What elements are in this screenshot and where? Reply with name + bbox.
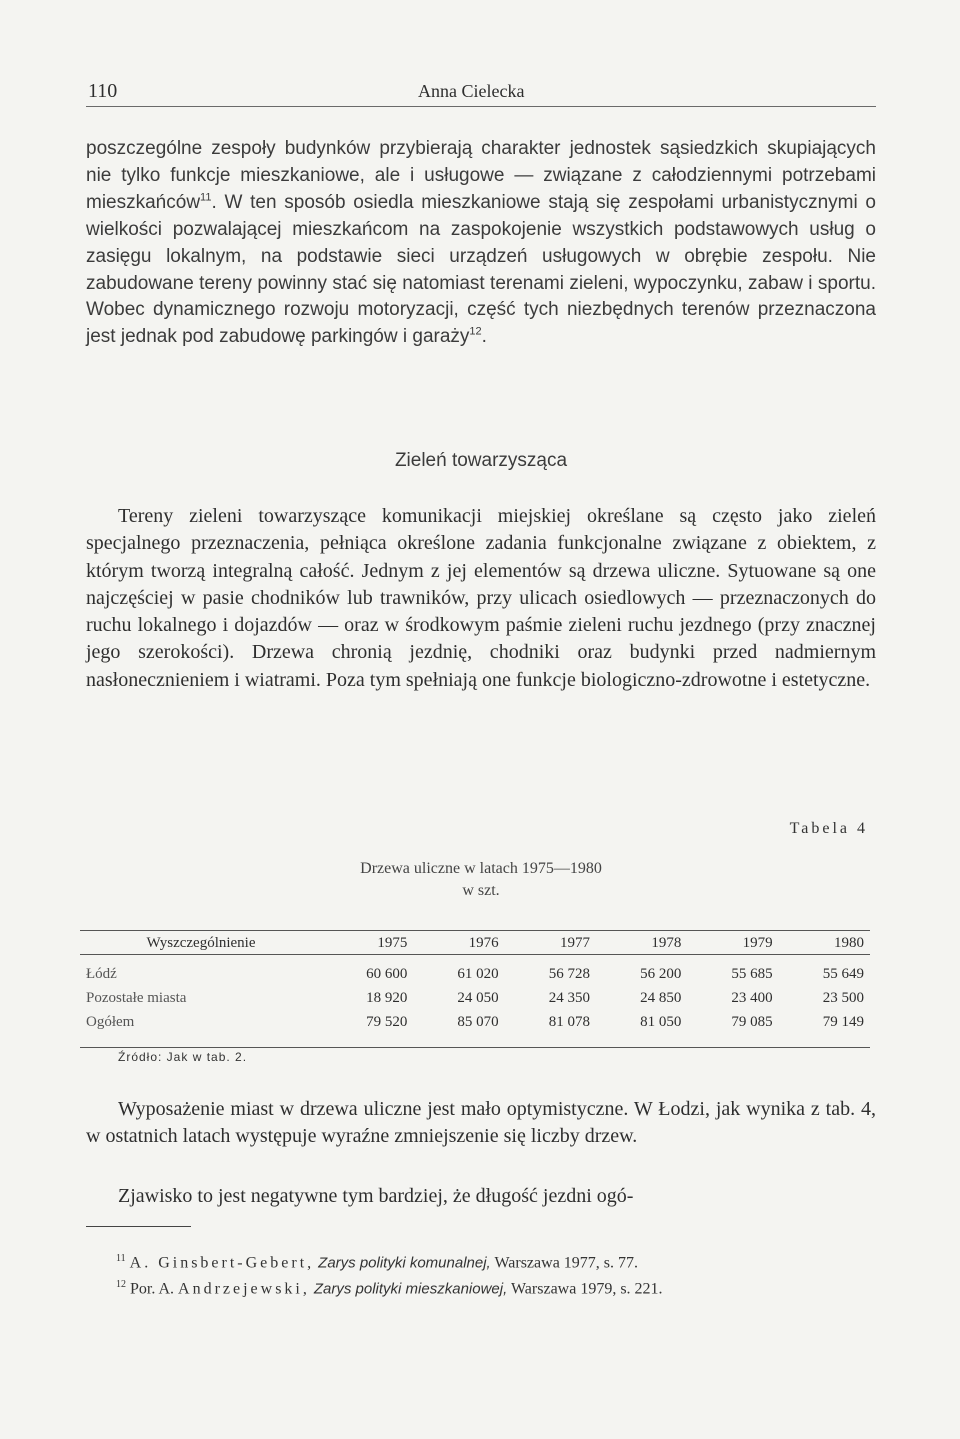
- table-cell: 85 070: [413, 1010, 504, 1048]
- table-cell: 61 020: [457, 965, 499, 982]
- running-header: [86, 80, 876, 107]
- column-header: 1979: [687, 931, 778, 955]
- paragraph-1-end: .: [481, 326, 487, 348]
- footnote-ref-12: 12: [469, 326, 482, 339]
- table-cell: 23 500: [822, 989, 864, 1006]
- table-cell: 24 850: [640, 989, 682, 1006]
- table-cell: 81 050: [596, 1010, 687, 1048]
- table-label: Tabela 4: [789, 820, 868, 837]
- footnote-12-rest: Warszawa 1979, s. 221.: [510, 1280, 663, 1298]
- table-header-row: [80, 931, 870, 955]
- footnote-12-author: Andrzejewski,: [178, 1280, 310, 1298]
- table-title-line1: Drzewa uliczne w latach 1975—1980: [360, 860, 602, 877]
- paragraph-1-continued: . W ten sposób osiedla mieszkaniowe stają się zespołami urbanistycznymi o wielkości pozwalającej mieszkańcom na zaspokojenie wszystkich podstawowych usług o zasięgu lokalnym, na podstawie sieci urządzeń usługowych w obrębie zespołu. Nie zabudowane tereny powinny stać się natomiast terenami zieleni, wypoczynku, zabaw i sportu. Wobec dynamicznego rozwoju motoryzacji, część tych niezbędnych terenów przeznaczona jest jednak pod zabudowę parkingów i garaży: [86, 191, 876, 348]
- table-cell: 55 685: [731, 965, 773, 982]
- column-header: 1980: [779, 931, 870, 955]
- table-row: [80, 986, 870, 1010]
- column-header: 1976: [413, 931, 504, 955]
- table-title-line2: w szt.: [462, 882, 500, 899]
- table-cell: 81 078: [505, 1010, 596, 1048]
- running-head-author: Anna Cielecka: [418, 81, 525, 101]
- table-cell: 24 350: [548, 989, 590, 1006]
- paragraph-1-text: poszczególne zespoły budynków przybierają charakter jednostek sąsiedzkich skupiających nie tylko funkcje mieszkaniowe, ale i usługowe — związane z całodziennymi potrzebami mieszkańców: [86, 138, 876, 213]
- section-title: Zieleń towarzysząca: [394, 450, 568, 471]
- footnote-11-rest: Warszawa 1977, s. 77.: [494, 1254, 639, 1272]
- table-cell: Ogółem: [80, 1010, 322, 1048]
- footnote-11-number: 11: [116, 1253, 126, 1264]
- table-cell: Łódź: [86, 965, 117, 982]
- footnote-11-title: Zarys polityki komunalnej,: [318, 1254, 491, 1272]
- table-cell: 79 520: [322, 1010, 413, 1048]
- column-header: 1978: [596, 931, 687, 955]
- footnotes: [86, 1248, 876, 1301]
- table-cell: 60 600: [366, 965, 408, 982]
- paragraph-3: Wyposażenie miast w drzewa uliczne jest mało optymistyczne. W Łodzi, jak wynika z tab. 4, w ostatnich latach występuje wyraźne zmniejszenie się liczby drzew.: [86, 1098, 876, 1148]
- footnote-12-prefix: Por. A.: [130, 1280, 175, 1298]
- table-title: [86, 858, 876, 902]
- footnote-12-number: 12: [116, 1279, 126, 1291]
- footnote-11-author: A. Ginsbert-Gebert,: [129, 1254, 315, 1272]
- table-cell: 56 200: [640, 965, 682, 982]
- table-source-note: Źródło: Jak w tab. 2.: [118, 1050, 248, 1064]
- column-header: 1975: [322, 931, 413, 955]
- table-cell: 55 649: [822, 965, 864, 982]
- table-cell: 23 400: [731, 989, 773, 1006]
- footnote-rule: [86, 1226, 191, 1227]
- table-cell: 79 085: [687, 1010, 778, 1048]
- column-header: Wyszczególnienie: [80, 931, 322, 955]
- table-cell: Pozostałe miasta: [86, 989, 187, 1006]
- table-row: [80, 955, 870, 987]
- footnote-12: [86, 1274, 876, 1300]
- column-header: 1977: [505, 931, 596, 955]
- page-number: 110: [88, 80, 118, 102]
- table-cell: 18 920: [366, 989, 408, 1006]
- table-cell: 56 728: [548, 965, 590, 982]
- paragraph-1: [86, 136, 876, 351]
- footnote-11: [86, 1248, 876, 1274]
- data-table: [80, 930, 870, 1048]
- table-cell: 79 149: [779, 1010, 870, 1048]
- footnote-ref-11: 11: [200, 191, 212, 204]
- paragraph-4: Zjawisko to jest negatywne tym bardziej, że długość jezdni ogó-: [118, 1185, 634, 1207]
- paragraph-2: Tereny zieleni towarzyszące komunikacji miejskiej określane są często jako zieleń specjalnego przeznaczenia, pełniąca określone zadania funkcjonalne związane z obiektem, z którym tworzą integralną całość. Jednym z jej elementów są drzewa uliczne. Sytuowane są one najczęściej w pasie chodników lub trawników, przy ulicach osiedlowych — przeznaczonych do ruchu lokalnego i dojazdów — oraz w środkowym paśmie zieleni ruchu jezdnego (przy znacznej jego szerokości). Drzewa chronią jezdnię, chodniki oraz budynki przed nadmiernym nasłonecznieniem i wiatrami. Poza tym spełniają one funkcje biologiczno-zdrowotne i estetyczne.: [86, 505, 876, 691]
- table-row: [80, 1010, 870, 1048]
- footnote-12-title: Zarys polityki mieszkaniowej,: [313, 1280, 508, 1298]
- table-cell: 24 050: [457, 989, 499, 1006]
